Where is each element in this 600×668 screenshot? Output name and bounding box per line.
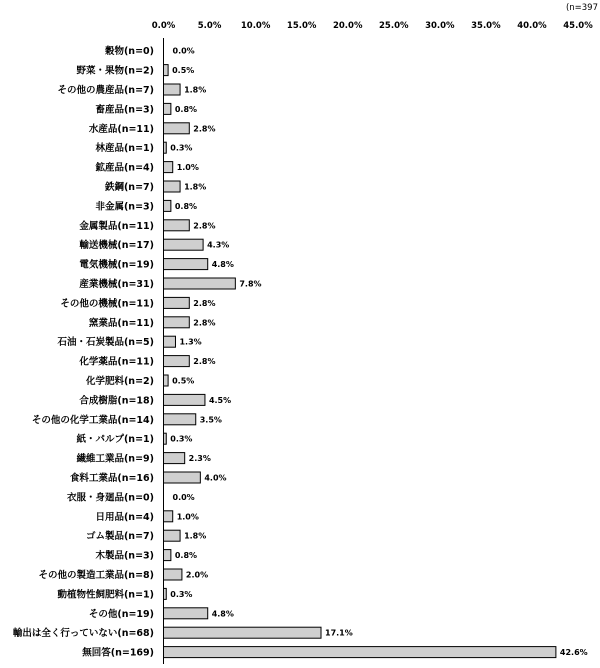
bar [164, 530, 181, 541]
category-label: 輸出は全く行っていない(n=68) [12, 628, 154, 640]
bar [164, 123, 190, 134]
x-tick-label: 35.0% [471, 21, 501, 31]
data-label: 4.5% [208, 395, 232, 405]
category-label: 衣服・身廻品(n=0) [66, 492, 154, 504]
data-label: 3.5% [199, 415, 222, 425]
bar [164, 336, 176, 347]
data-label: 4.0% [204, 473, 227, 483]
category-label: 木製品(n=3) [95, 550, 154, 562]
category-label: 動植物性飼肥料(n=1) [57, 589, 154, 601]
data-label: 0.3% [170, 589, 193, 599]
bar [164, 181, 181, 192]
x-tick-label: 25.0% [379, 21, 409, 31]
data-label: 17.1% [325, 628, 353, 638]
category-label: 化学肥料(n=2) [85, 376, 154, 387]
category-label: 穀物(n=0) [104, 46, 154, 58]
x-tick-label: 0.0% [151, 21, 176, 31]
bar [164, 239, 204, 250]
data-label: 4.3% [207, 240, 230, 250]
category-label: 林産品(n=1) [95, 143, 154, 155]
category-label: 水産品(n=11) [88, 123, 154, 135]
category-label: 電気機械(n=19) [79, 259, 154, 271]
category-label: 鉱産品(n=4) [95, 162, 154, 174]
category-label: ゴム製品(n=7) [85, 531, 154, 543]
data-label: 1.8% [184, 85, 207, 95]
data-label: 42.6% [559, 648, 588, 658]
bar [164, 627, 322, 638]
data-label: 0.0% [172, 46, 195, 56]
category-label: その他の機械(n=11) [60, 298, 154, 310]
bar [164, 472, 201, 483]
category-label: 繊維工業品(n=9) [76, 453, 154, 465]
data-label: 2.8% [193, 318, 216, 328]
category-label: 合成樹脂(n=18) [79, 395, 154, 407]
category-label: その他(n=19) [88, 608, 154, 620]
bar [164, 162, 173, 173]
bar [164, 647, 556, 658]
category-label: 非金属(n=3) [95, 201, 154, 213]
bar [164, 278, 236, 289]
data-label: 4.8% [211, 609, 234, 619]
category-label: 輸送機械(n=17) [79, 240, 154, 252]
bar [164, 103, 171, 114]
bar [164, 84, 181, 95]
category-label: 石油・石炭製品(n=5) [57, 337, 154, 349]
data-label: 0.0% [172, 492, 195, 502]
data-label: 1.8% [184, 182, 207, 192]
data-label: 2.0% [185, 570, 209, 580]
category-label: 化学薬品(n=11) [79, 356, 154, 368]
data-label: 0.3% [170, 143, 193, 153]
bar [164, 608, 208, 619]
x-tick-label: 10.0% [240, 21, 271, 31]
category-label: 産業機械(n=31) [79, 279, 154, 290]
data-label: 1.0% [176, 512, 199, 522]
category-label: 畜産品(n=3) [95, 104, 154, 116]
x-tick-label: 5.0% [197, 21, 222, 31]
x-tick-label: 15.0% [286, 21, 317, 31]
data-label: 2.8% [193, 357, 216, 367]
bar [164, 433, 167, 444]
bar [164, 511, 173, 522]
bar [164, 453, 185, 464]
category-label: 野菜・果物(n=2) [76, 65, 154, 77]
category-label: 紙・パルプ(n=1) [76, 434, 154, 446]
data-label: 1.8% [184, 531, 207, 541]
bar [164, 414, 196, 425]
data-label: 2.8% [193, 298, 216, 308]
bar [164, 550, 171, 561]
bar [164, 375, 169, 386]
bar [164, 394, 205, 405]
category-label: 金属製品(n=11) [79, 220, 154, 232]
x-tick-label: 30.0% [425, 21, 455, 31]
category-label: その他の農産品(n=7) [57, 85, 154, 96]
bar [164, 356, 190, 367]
category-label: その他の化学工業品(n=14) [31, 414, 154, 426]
bar [164, 220, 190, 231]
category-label: その他の製造工業品(n=8) [38, 570, 154, 581]
bar [164, 200, 171, 211]
bar [164, 142, 167, 153]
category-label: 鉄鋼(n=7) [104, 182, 154, 193]
data-label: 0.8% [174, 201, 198, 211]
sample-size-note: (n=397 [565, 3, 598, 13]
data-label: 0.5% [172, 66, 195, 76]
data-label: 2.8% [193, 124, 216, 134]
x-tick-label: 40.0% [517, 21, 547, 31]
category-label: 食料工業品(n=16) [69, 473, 154, 484]
data-label: 0.3% [170, 434, 193, 444]
data-label: 7.8% [239, 279, 262, 289]
data-label: 2.3% [188, 454, 211, 464]
data-label: 0.8% [174, 104, 198, 114]
bar [164, 297, 190, 308]
data-label: 1.0% [176, 163, 199, 173]
category-label: 無回答(n=169) [82, 647, 154, 659]
category-label: 日用品(n=4) [95, 511, 154, 523]
category-label: 窯業品(n=11) [88, 317, 154, 329]
data-label: 0.8% [174, 551, 198, 561]
bar [164, 259, 208, 270]
bar [164, 588, 167, 599]
x-tick-label: 20.0% [332, 21, 363, 31]
x-axis-ticks [152, 21, 594, 31]
bar [164, 317, 190, 328]
x-tick-label: 45.0% [563, 21, 593, 31]
data-label: 4.8% [211, 260, 234, 270]
data-label: 2.8% [193, 221, 216, 231]
bar [164, 569, 182, 580]
data-label: 1.3% [179, 337, 202, 347]
bar [164, 65, 169, 76]
chart-rows [13, 45, 588, 658]
data-label: 0.5% [172, 376, 195, 386]
